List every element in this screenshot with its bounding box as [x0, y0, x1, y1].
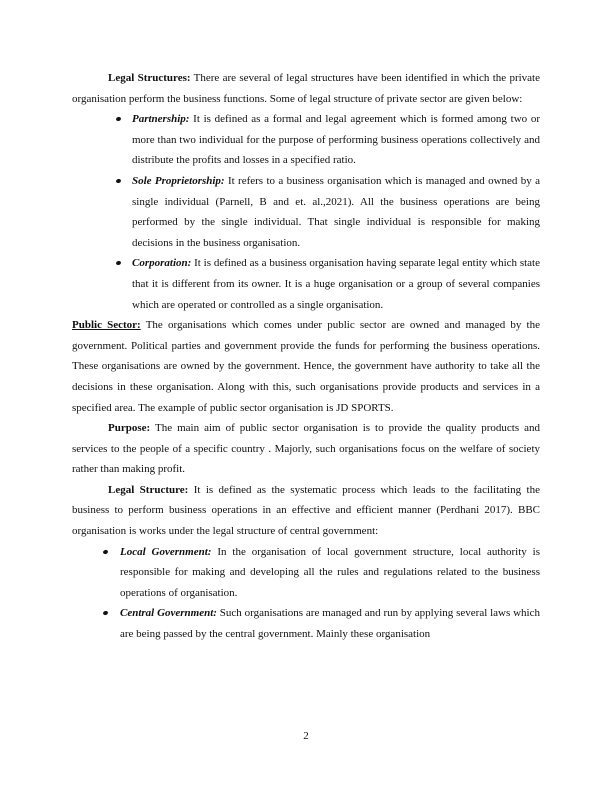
public-legal-list — [72, 542, 540, 645]
private-legal-list — [72, 109, 540, 315]
list-item-text: In the organisation of local government structure, local authority is responsible for making and developing all the rules and regulations related to the business operations of organisation. — [120, 545, 540, 599]
bullet-icon — [115, 178, 121, 183]
bullet-icon — [102, 549, 108, 554]
private-legal-structures-paragraph — [72, 68, 540, 109]
list-item-text: Such organisations are managed and run by applying several laws which are being passed by the central government. Mainly these organisation — [120, 607, 540, 641]
purpose-text: The main aim of public sector organisation is to provide the quality products and services to the people of a specific country . Majorly, such organisations focus on the welfare of society rather than making profit. — [72, 422, 540, 476]
bullet-icon — [115, 116, 121, 121]
purpose-paragraph — [72, 418, 540, 480]
public-sector-heading: Public Sector: — [72, 319, 141, 332]
list-item — [72, 542, 540, 604]
list-item — [72, 253, 540, 315]
list-item-term: Corporation: — [132, 257, 192, 270]
purpose-heading: Purpose: — [108, 422, 151, 435]
public-sector-paragraph — [72, 315, 540, 418]
list-item — [72, 603, 540, 644]
private-legal-text: There are several of legal structures have been identified in which the private organisation perform the business functions. Some of legal structure of private sector are given below: — [72, 72, 540, 105]
list-item-term: Central Government: — [120, 607, 217, 620]
list-item — [72, 171, 540, 253]
bullet-icon — [115, 261, 121, 266]
public-legal-structure-paragraph — [72, 480, 540, 542]
public-legal-heading: Legal Structure: — [108, 483, 189, 496]
list-item — [72, 109, 540, 171]
page-number: 2 — [303, 730, 309, 742]
public-legal-text: It is defined as the systematic process which leads to the facilitating the business to perform business operations in an effective and efficient manner (Perdhani 2017). BBC organisation is works under the legal structure of central government: — [72, 483, 540, 538]
list-item-text: It refers to a business organisation which is managed and owned by a single individual (Parnell, B and et. al.,2021). All the business operations are being performed by the single individual. That single individual is responsible for making decisions in the business organisation. — [132, 174, 541, 249]
page-body — [72, 68, 540, 645]
private-legal-heading: Legal Structures: — [108, 72, 191, 84]
list-item-term: Sole Proprietorship: — [132, 174, 225, 187]
list-item-term: Local Government: — [120, 545, 212, 558]
list-item-text: It is defined as a business organisation having separate legal entity which state that it is different from its owner. It is a huge organisation or a group of several companies which are operated or controlled as a single organisation. — [132, 257, 540, 311]
list-item-term: Partnership: — [132, 113, 190, 126]
bullet-icon — [102, 611, 108, 616]
list-item-text: It is defined as a formal and legal agreement which is formed among two or more than two individual for the purpose of performing business operations collectively and distribute the profits and losses in a specified ratio. — [132, 113, 540, 167]
public-sector-text: The organisations which comes under public sector are owned and managed by the government. Political parties and government provide the funds for performing the business operations. These organisations are owned by the government. Hence, the government have authority to take all the decisions in these organisation. Along with this, such organisations provide products and services in a specified area. The example of public sector organisation is JD SPORTS. — [72, 319, 540, 414]
